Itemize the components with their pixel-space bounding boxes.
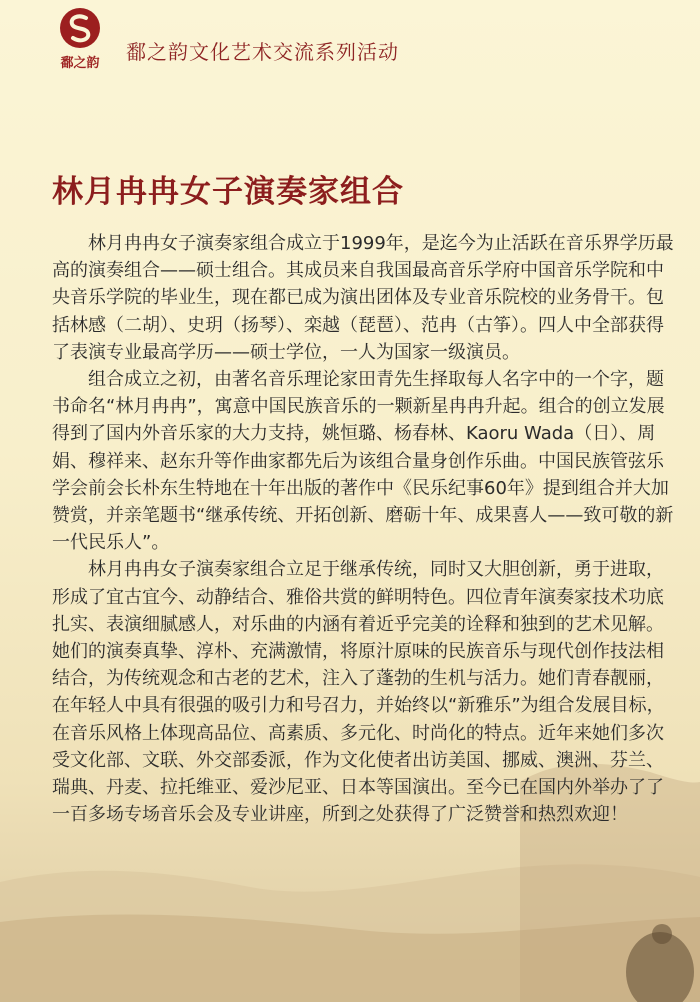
paragraph-1: 林月冉冉女子演奏家组合成立于1999年，是迄今为止活跃在音乐界学历最高的演奏组合——硕士组合。其成员来自我国最高音乐学府中国音乐学院和中央音乐学院的毕业生，现在都已成为演出团体及专业音乐院校的业务骨干。包括林感（二胡）、史玥（扬琴）、栾越（琵琶）、范冉（古筝）。四人中全部获得了表演专业最高学历——硕士学位，一人为国家一级演员。 bbox=[52, 233, 674, 363]
article-body bbox=[52, 230, 676, 828]
page-title: 林月冉冉女子演奏家组合 bbox=[52, 174, 404, 210]
brand-line: 鄱之韵文化艺术交流系列活动 bbox=[126, 40, 399, 64]
logo-text: 鄱之韵 bbox=[60, 56, 100, 71]
logo bbox=[52, 8, 108, 72]
paragraph-2: 组合成立之初，由著名音乐理论家田青先生择取每人名字中的一个字，题书命名“林月冉冉”，寓意中国民族音乐的一颗新星冉冉升起。组合的创立发展得到了国内外音乐家的大力支持，姚恒璐、杨春林、Kaoru Wada（日）、周娟、穆祥来、赵东升等作曲家都先后为该组合量身创作乐曲。中国民族管弦乐学会前会长朴东生特地在十年出版的著作中《民乐纪事60年》提到组合并大加赞赏，并亲笔题书“继承传统、开拓创新、磨砺十年、成果喜人——致可敬的新一代民乐人”。 bbox=[52, 369, 674, 554]
paragraph-3: 林月冉冉女子演奏家组合立足于继承传统，同时又大胆创新，勇于进取，形成了宜古宜今、动静结合、雅俗共赏的鲜明特色。四位青年演奏家技术功底扎实、表演细腻感人，对乐曲的内涵有着近乎完美的诠释和独到的艺术见解。她们的演奏真挚、淳朴、充满激情，将原汁原味的民族音乐与现代创作技法相结合，为传统观念和古老的艺术，注入了蓬勃的生机与活力。她们青春靓丽，在年轻人中具有很强的吸引力和号召力，并始终以“新雅乐”为组合发展目标，在音乐风格上体现高品位、高素质、多元化、时尚化的特点。近年来她们多次受文化部、文联、外交部委派，作为文化使者出访美国、挪威、澳洲、芬兰、瑞典、丹麦、拉托维亚、爱沙尼亚、日本等国演出。至今已在国内外举办了了一百多场专场音乐会及专业讲座，所到之处获得了广泛赞誉和热烈欢迎！ bbox=[52, 559, 665, 826]
header bbox=[52, 8, 652, 72]
logo-emblem-icon bbox=[60, 8, 100, 48]
